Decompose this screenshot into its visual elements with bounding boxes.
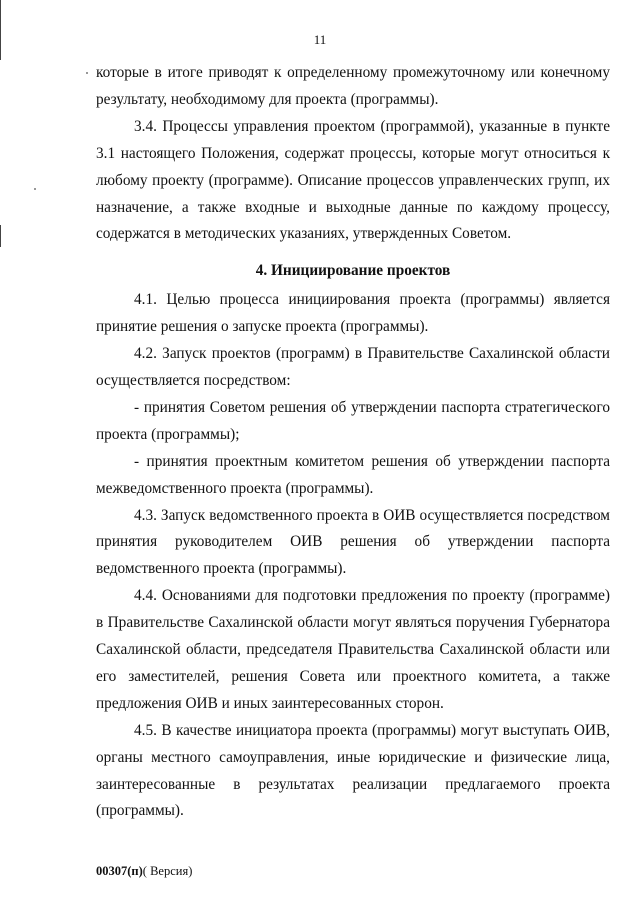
paragraph-4-2: 4.2. Запуск проектов (программ) в Правительстве Сахалинской области осуществляется посредством:	[96, 345, 610, 389]
paragraph-3-4: 3.4. Процессы управления проектом (программой), указанные в пункте 3.1 настоящего Положения, содержат процессы, которые могут относиться к любому проекту (программе). Описание процессов управленческих групп, их назначение, а также входные и выходные данные по каждому процессу, содержатся в методических указаниях, утвержденных Советом.	[96, 117, 610, 243]
paragraph-4-4: 4.4. Основаниями для подготовки предложения по проекту (программе) в Правительстве Сахалинской области могут являться поручения Губернатора Сахалинской области, председателя Правительства Сахалинской области или его заместителей, решения Совета или проектного комитета, а также предложения ОИВ и иных заинтересованных сторон.	[96, 587, 610, 712]
scan-speck	[86, 72, 88, 74]
list-item-interagency: - принятия проектным комитетом решения об утверждении паспорта межведомственного проекта (программы).	[96, 452, 610, 497]
scan-speck	[34, 188, 36, 190]
list-item-strategic: - принятия Советом решения об утверждении паспорта стратегического проекта (программы);	[96, 398, 610, 443]
document-body	[96, 60, 610, 825]
scan-edge-mark	[0, 0, 1, 60]
page-number: 11	[313, 32, 327, 47]
continuation-paragraph: которые в итоге приводят к определенному промежуточному или конечному результату, необходимому для проекта (программы).	[96, 64, 610, 108]
scan-edge-mark	[0, 225, 1, 247]
document-footer	[96, 864, 192, 879]
paragraph-4-3: 4.3. Запуск ведомственного проекта в ОИВ осуществляется посредством принятия руководителем ОИВ решения об утверждении паспорта ведомственного проекта (программы).	[96, 506, 610, 578]
paragraph-4-5: 4.5. В качестве инициатора проекта (программы) могут выступать ОИВ, органы местного самоуправления, иные юридические и физические лица, заинтересованные в результатах реализации предлагаемого проекта (программы).	[96, 721, 610, 820]
document-code: 00307(п)	[96, 864, 143, 878]
paragraph-4-1: 4.1. Целью процесса инициирования проекта (программы) является принятие решения о запуске проекта (программы).	[96, 291, 610, 336]
section-heading: 4. Инициирование проектов	[255, 262, 451, 280]
document-version: ( Версия)	[142, 864, 193, 878]
